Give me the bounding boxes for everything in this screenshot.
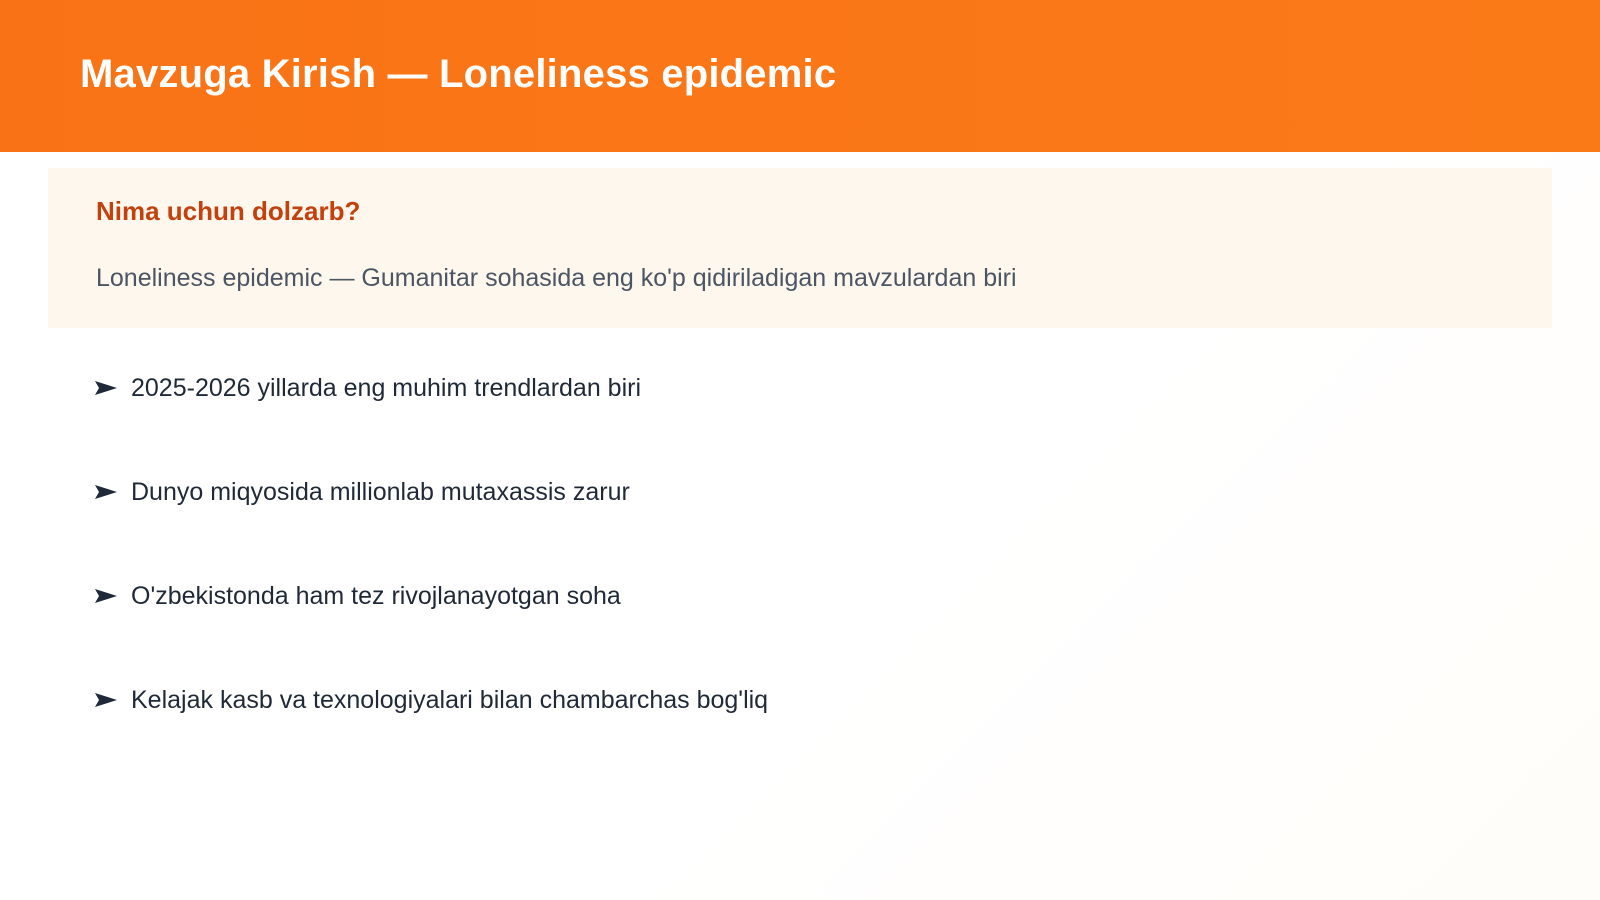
page-title: Mavzuga Kirish — Loneliness epidemic (80, 52, 837, 96)
intro-box (48, 168, 1552, 328)
bullet-list (95, 372, 1495, 788)
bullet-text: Dunyo miqyosida millionlab mutaxassis zarur (131, 477, 630, 506)
bullet-text: 2025-2026 yillarda eng muhim trendlardan biri (131, 373, 642, 402)
bullet-text: O'zbekistonda ham tez rivojlanayotgan soha (131, 581, 621, 610)
triangle-right-icon (95, 381, 117, 395)
bullet-item (95, 684, 1495, 716)
bullet-text: Kelajak kasb va texnologiyalari bilan chambarchas bog'liq (131, 685, 769, 714)
bullet-item (95, 476, 1495, 508)
triangle-right-icon (95, 589, 117, 603)
triangle-right-icon (95, 485, 117, 499)
triangle-right-icon (95, 693, 117, 707)
header-bar (0, 0, 1600, 152)
bullet-item (95, 372, 1495, 404)
intro-text: Loneliness epidemic — Gumanitar sohasida eng ko'p qidiriladigan mavzulardan biri (96, 264, 1017, 292)
intro-heading: Nima uchun dolzarb? (96, 196, 361, 226)
bullet-item (95, 580, 1495, 612)
